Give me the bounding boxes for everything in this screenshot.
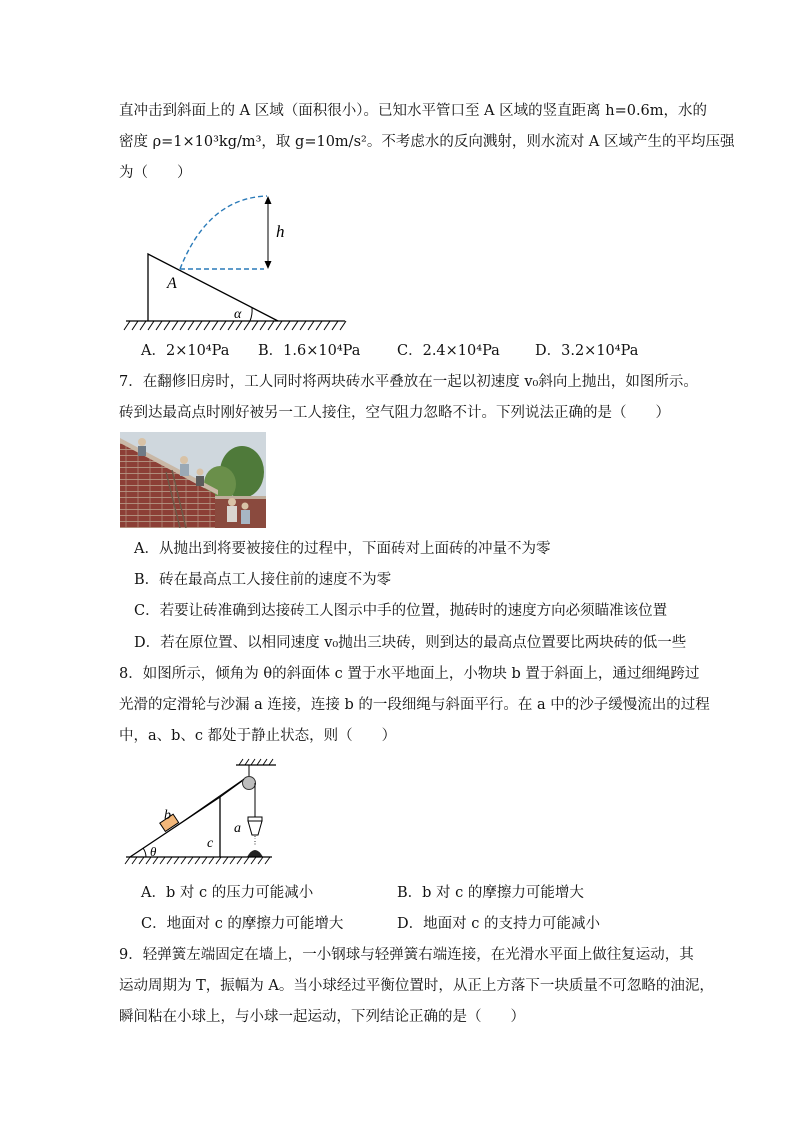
q7-option-c: C．若要让砖准确到达接砖工人图示中手的位置，抛砖时的速度方向必须瞄准该位置: [134, 603, 668, 619]
q6-incline-figure: [120, 190, 350, 335]
q6-option-a: A．2×10⁴Pa: [141, 343, 230, 359]
q6-option-d: D．3.2×10⁴Pa: [535, 343, 639, 359]
q6-option-c: C．2.4×10⁴Pa: [397, 343, 500, 359]
q9-text-line-1: 9．轻弹簧左端固定在墙上，一小钢球与轻弹簧右端连接，在光滑水平面上做往复运动，其: [119, 947, 694, 963]
q9-text-line-3: 瞬间粘在小球上，与小球一起运动，下列结论正确的是（ ）: [119, 1009, 525, 1025]
q6-option-b: B．1.6×10⁴Pa: [258, 343, 361, 359]
q7-option-a: A．从抛出到将要被接住的过程中，下面砖对上面砖的冲量不为零: [134, 541, 551, 557]
q6-label-alpha: α: [234, 307, 242, 322]
q8-option-b: B．b 对 c 的摩擦力可能增大: [397, 885, 584, 901]
q6-text-line-1: 直冲击到斜面上的 A 区域（面积很小）。已知水平管口至 A 区域的竖直距离 h=0.6m，水的: [119, 103, 708, 119]
q6-text-line-3: 为（ ）: [119, 165, 192, 181]
q8-label-a: a: [234, 821, 241, 836]
q8-label-theta: θ: [150, 844, 157, 859]
q8-text-line-2: 光滑的定滑轮与沙漏 a 连接，连接 b 的一段细绳与斜面平行。在 a 中的沙子缓慢流出的过程: [119, 697, 710, 713]
q8-label-c: c: [207, 836, 214, 851]
q8-option-c: C．地面对 c 的摩擦力可能增大: [141, 916, 344, 932]
q7-text-line-1: 7．在翻修旧房时，工人同时将两块砖水平叠放在一起以初速度 v₀斜向上抛出，如图所示。: [119, 374, 698, 390]
q6-label-A: A: [167, 275, 177, 292]
q7-option-b: B．砖在最高点工人接住前的速度不为零: [134, 572, 392, 588]
q8-pulley-figure: [120, 755, 280, 867]
q7-workers-photo: [120, 432, 266, 528]
q6-text-line-2: 密度 ρ=1×10³kg/m³，取 g=10m/s²。不考虑水的反向溅射，则水流对 A 区域产生的平均压强: [119, 134, 735, 150]
q6-label-h: h: [276, 222, 285, 241]
q8-option-a: A．b 对 c 的压力可能减小: [141, 885, 314, 901]
q7-option-d: D．若在原位置、以相同速度 v₀抛出三块砖，则到达的最高点位置要比两块砖的低一些: [134, 635, 687, 651]
q8-text-line-3: 中，a、b、c 都处于静止状态，则（ ）: [119, 728, 397, 744]
q8-text-line-1: 8．如图所示，倾角为 θ的斜面体 c 置于水平地面上，小物块 b 置于斜面上，通过细绳跨过: [119, 666, 700, 682]
q8-option-d: D．地面对 c 的支持力可能减小: [397, 916, 600, 932]
q7-text-line-2: 砖到达最高点时刚好被另一工人接住，空气阻力忽略不计。下列说法正确的是（ ）: [119, 405, 670, 421]
q9-text-line-2: 运动周期为 T，振幅为 A。当小球经过平衡位置时，从正上方落下一块质量不可忽略的油泥，: [119, 978, 714, 994]
q8-label-b: b: [164, 808, 171, 823]
